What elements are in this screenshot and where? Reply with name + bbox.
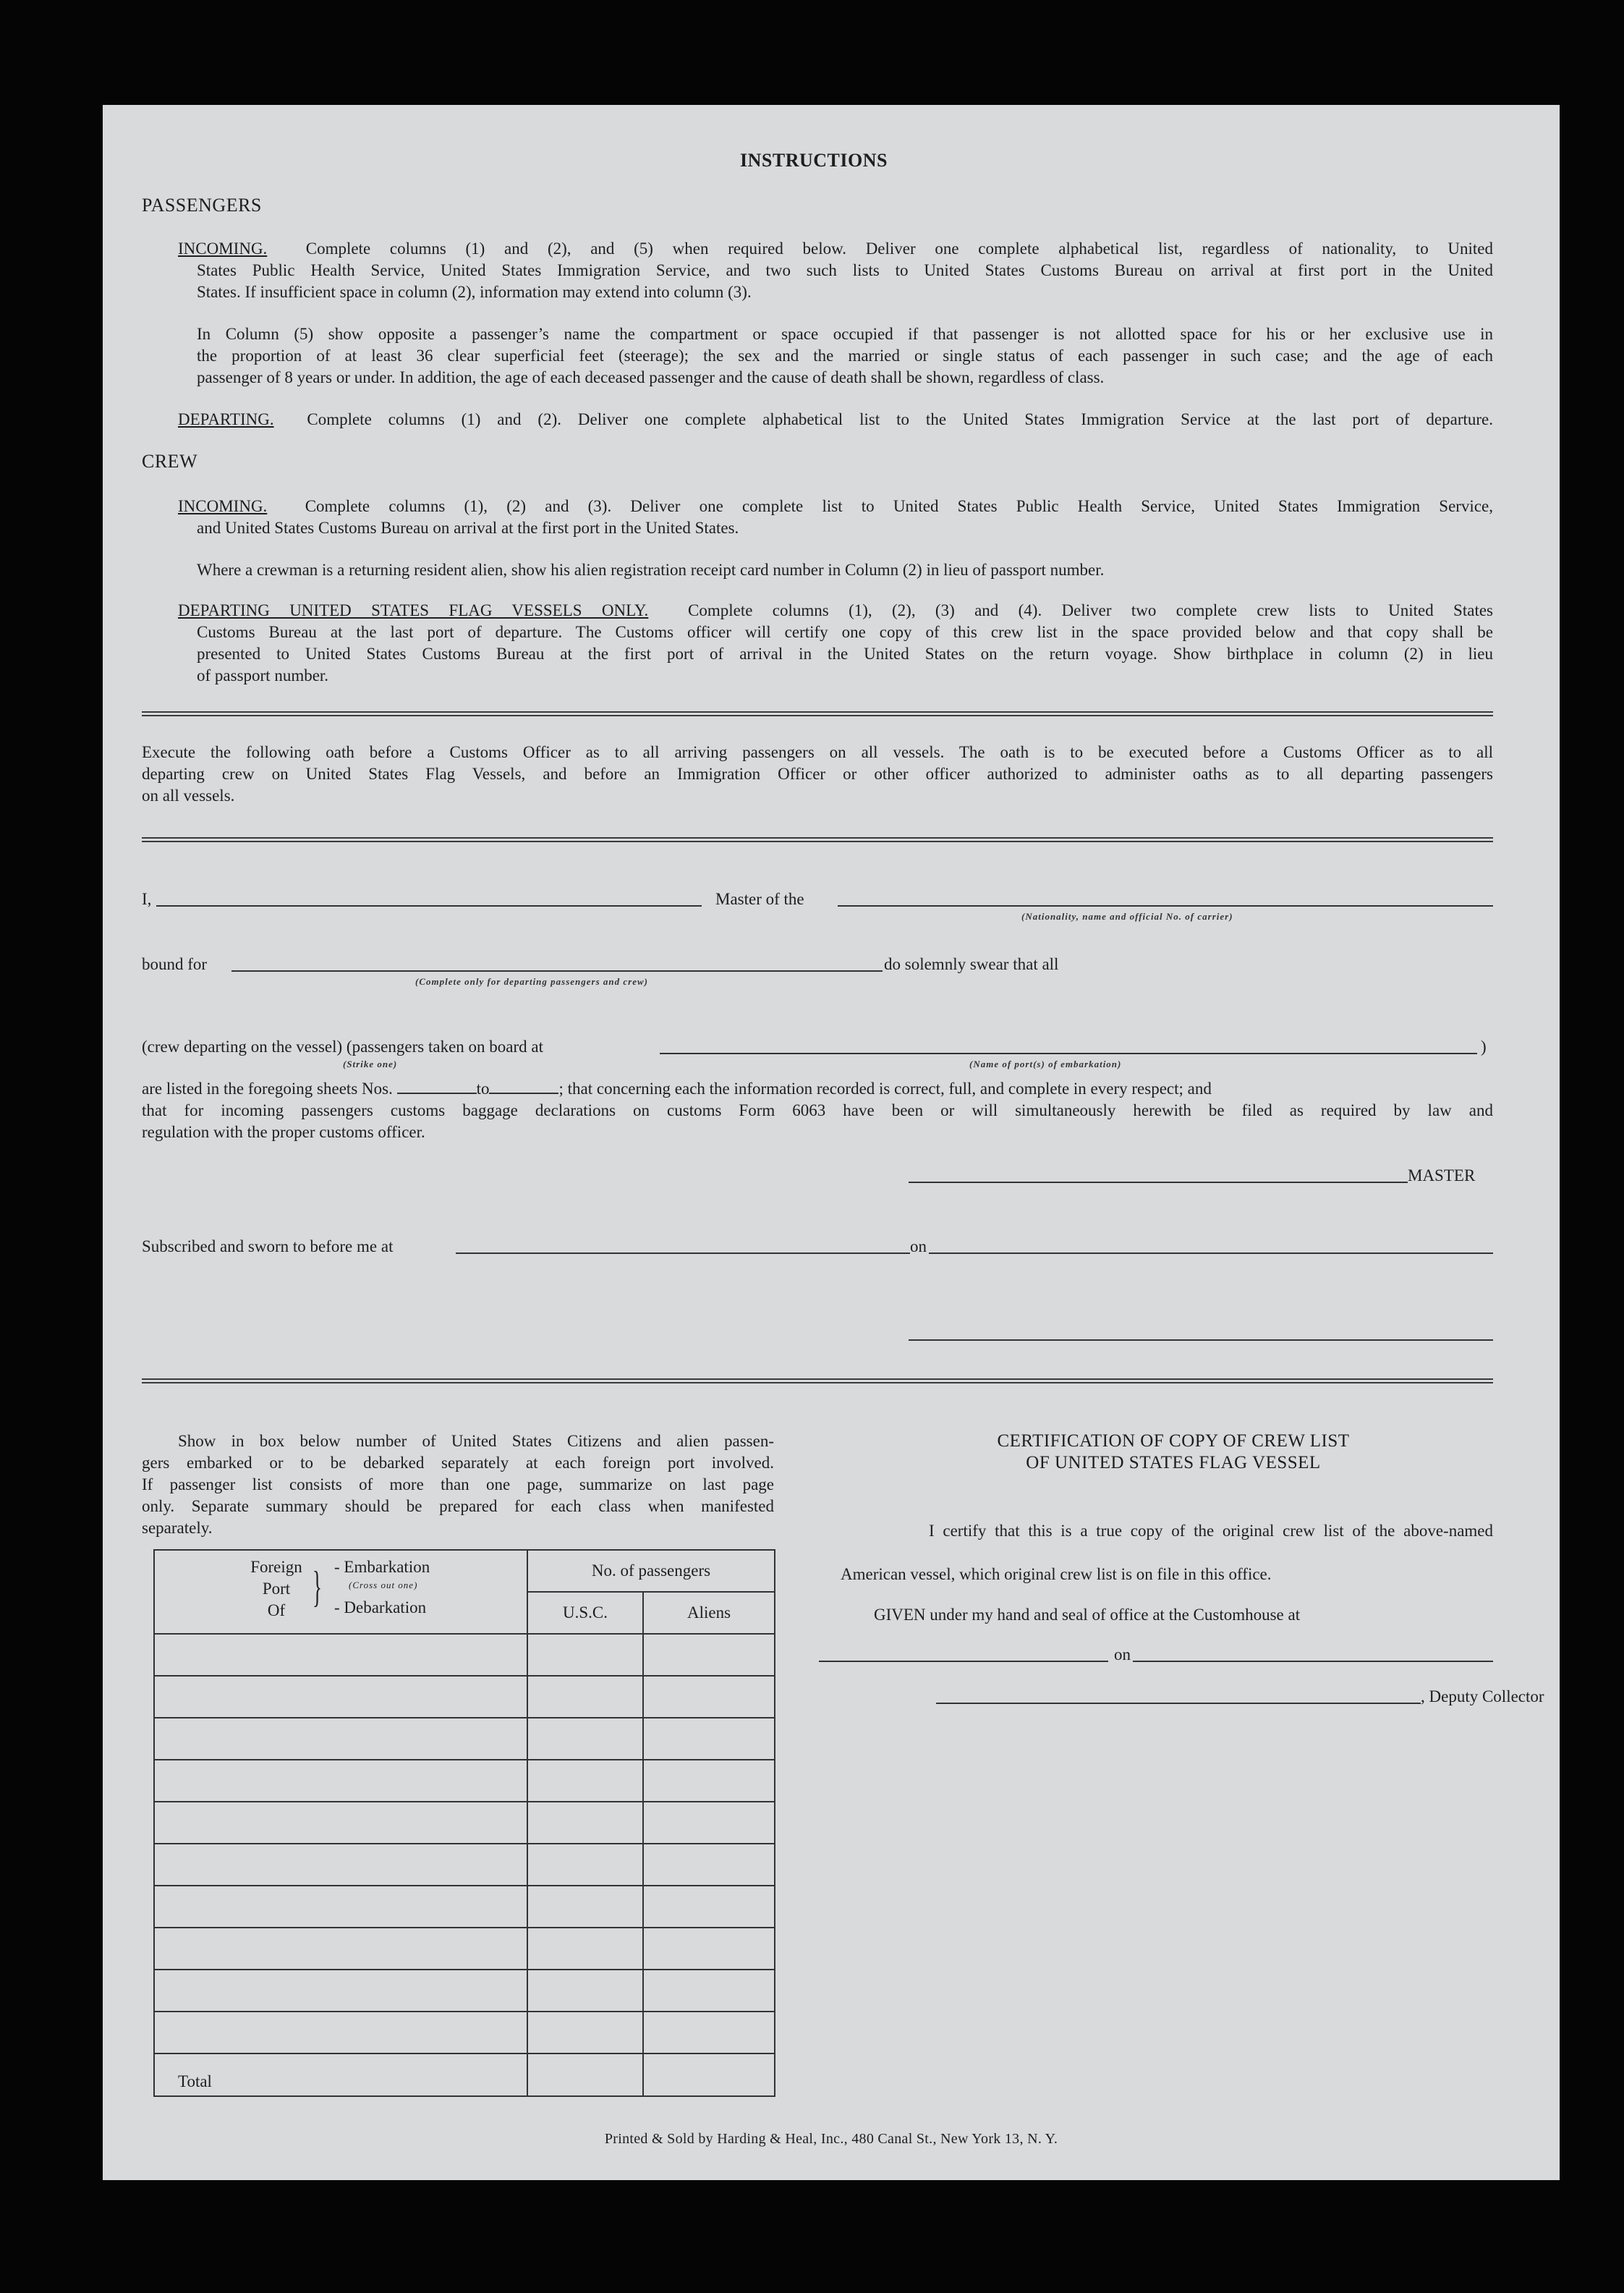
total-aliens-cell[interactable] — [643, 2053, 775, 2096]
crew-resident-text: Where a crewman is a returning resident alien, show his alien registration receipt card number in Column (2) in lieu of passport number. — [197, 561, 1105, 579]
summary-row — [154, 1760, 775, 1802]
listed-line: regulation with the proper customs officer. — [142, 1123, 425, 1141]
usc-cell[interactable] — [527, 1970, 643, 2012]
master-name-field[interactable] — [156, 905, 702, 907]
summary-line: Show in box below number of United States Citizens and alien passen- — [178, 1432, 774, 1450]
usc-cell[interactable] — [527, 1718, 643, 1760]
summary-line: separately. — [142, 1519, 213, 1537]
sworn-place-field[interactable] — [456, 1253, 910, 1254]
crew-incoming-line: Complete columns (1), (2) and (3). Deliver one complete list to United States Public Health Service, United States Immigration Service, — [305, 497, 1493, 515]
summary-text — [142, 1431, 774, 1539]
aliens-cell[interactable] — [643, 1802, 775, 1844]
summary-row — [154, 1844, 775, 1886]
aliens-cell[interactable] — [643, 1928, 775, 1970]
solemnly-swear-label: do solemnly swear that all — [884, 955, 1059, 973]
strike-one-caption: (Strike one) — [343, 1059, 398, 1069]
total-label: Total — [154, 2053, 527, 2096]
summary-row — [154, 1886, 775, 1928]
oath-i-label: I, — [142, 890, 152, 908]
port-cell[interactable] — [154, 1928, 527, 1970]
passenger-summary-table — [153, 1549, 775, 2097]
total-usc-cell[interactable] — [527, 2053, 643, 2096]
listed-paragraph — [142, 1078, 1493, 1143]
port-cell[interactable] — [154, 1970, 527, 2012]
column5-line: the proportion of at least 36 clear superficial feet (steerage); the sex and the married or single status of each passenger in such case; and the age of each — [197, 347, 1493, 365]
certify-line-2: American vessel, which original crew list is on file in this office. — [841, 1565, 1272, 1583]
header-port: Port — [262, 1580, 291, 1598]
passengers-departing-paragraph — [178, 409, 1493, 431]
certify-line — [878, 1520, 1493, 1542]
master-label: MASTER — [1408, 1166, 1476, 1184]
aliens-cell[interactable] — [643, 1676, 775, 1718]
oath-instructions-line: Execute the following oath before a Customs Officer as to all arriving passengers on all vessels. The oath is to be executed before a Customs Officer as to all — [142, 743, 1493, 761]
usc-cell[interactable] — [527, 1760, 643, 1802]
listed-to: to — [476, 1080, 490, 1098]
printer-footer: Printed & Sold by Harding & Heal, Inc., 480 Canal St., New York 13, N. Y. — [604, 2131, 1058, 2147]
listed-suffix: ; that concerning each the information recorded is correct, full, and complete in every respect; and — [558, 1080, 1212, 1098]
summary-row — [154, 1676, 775, 1718]
aliens-cell[interactable] — [643, 1844, 775, 1886]
aliens-cell[interactable] — [643, 1718, 775, 1760]
column5-line: passenger of 8 years or under. In addition, the age of each deceased passenger and the cause of death shall be shown, regardless of class. — [197, 368, 1105, 386]
usc-cell[interactable] — [527, 1886, 643, 1928]
certification-title-line: CERTIFICATION OF COPY OF CREW LIST — [997, 1431, 1350, 1451]
certification-on-label: on — [1114, 1645, 1131, 1663]
usc-cell[interactable] — [527, 1928, 643, 1970]
crew-incoming-paragraph — [178, 496, 1493, 539]
sheet-to-field[interactable] — [489, 1080, 558, 1094]
header-cross-out: (Cross out one) — [349, 1580, 418, 1590]
instructions-heading: INSTRUCTIONS — [740, 150, 888, 171]
crew-incoming-line: and United States Customs Bureau on arrival at the first port in the United States. — [197, 519, 739, 537]
port-cell[interactable] — [154, 2012, 527, 2053]
deputy-signature-field[interactable] — [936, 1703, 1421, 1704]
summary-line: only. Separate summary should be prepared for each class when manifested — [142, 1497, 774, 1515]
crew-title: CREW — [142, 451, 198, 472]
port-cell[interactable] — [154, 1844, 527, 1886]
master-of-the-label: Master of the — [715, 890, 804, 908]
usc-cell[interactable] — [527, 1676, 643, 1718]
port-cell[interactable] — [154, 1718, 527, 1760]
usc-cell[interactable] — [527, 2012, 643, 2053]
port-caption: (Name of port(s) of embarkation) — [969, 1059, 1122, 1069]
officer-signature-field[interactable] — [909, 1339, 1493, 1341]
brace-icon: } — [313, 1563, 322, 1611]
subscribed-label: Subscribed and sworn to before me at — [142, 1237, 394, 1255]
crew-departing-paragraph — [178, 600, 1493, 687]
summary-line: gers embarked or to be debarked separately at each foreign port involved. — [142, 1454, 774, 1472]
section-divider — [142, 837, 1493, 842]
aliens-cell[interactable] — [643, 1970, 775, 2012]
summary-body — [154, 1634, 775, 2053]
certification-title-line: OF UNITED STATES FLAG VESSEL — [1026, 1453, 1321, 1472]
passengers-incoming-line: States. If insufficient space in column (2), information may extend into column (3). — [197, 283, 752, 301]
summary-row — [154, 1802, 775, 1844]
summary-line: If passenger list consists of more than one page, summarize on last page — [142, 1475, 774, 1493]
complete-only-caption: (Complete only for departing passengers and crew) — [415, 976, 648, 987]
vessel-field[interactable] — [838, 905, 1493, 907]
aliens-header: Aliens — [643, 1592, 775, 1634]
nationality-caption: (Nationality, name and official No. of carrier) — [1021, 911, 1233, 922]
usc-cell[interactable] — [527, 1802, 643, 1844]
sheet-from-field[interactable] — [397, 1080, 477, 1094]
close-paren: ) — [1481, 1038, 1487, 1056]
crew-departing-label: DEPARTING UNITED STATES FLAG VESSELS ONLY. — [178, 601, 649, 619]
passengers-incoming-paragraph — [178, 238, 1493, 303]
crew-departing-line: presented to United States Customs Bureau at the first port of arrival in the United States on the return voyage. Show birthplace in column (2) in lieu — [197, 645, 1493, 663]
deputy-collector-label: , Deputy Collector — [1421, 1687, 1544, 1705]
form-page — [103, 105, 1560, 2180]
usc-header: U.S.C. — [527, 1592, 643, 1634]
passengers-incoming-label: INCOMING. — [178, 240, 268, 258]
aliens-cell[interactable] — [643, 1634, 775, 1676]
aliens-cell[interactable] — [643, 1886, 775, 1928]
certification-title — [870, 1431, 1477, 1474]
no-passengers-header: No. of passengers — [527, 1550, 775, 1592]
passengers-incoming-line: States Public Health Service, United States Immigration Service, and two such lists to United States Customs Bureau on arrival at first port in the United — [197, 261, 1493, 279]
summary-row — [154, 1634, 775, 1676]
port-cell[interactable] — [154, 1886, 527, 1928]
port-header-cell — [154, 1550, 527, 1634]
crew-departing-line: Complete columns (1), (2), (3) and (4). Deliver two complete crew lists to United States — [688, 601, 1493, 619]
header-foreign: Foreign — [250, 1558, 302, 1576]
crew-departing-line: of passport number. — [197, 666, 329, 684]
passengers-departing-text: Complete columns (1) and (2). Deliver one complete alphabetical list to the United States Immigration Service at the last port of departure. — [307, 410, 1493, 428]
bound-for-label: bound for — [142, 955, 208, 973]
crew-incoming-label: INCOMING. — [178, 497, 268, 515]
column5-paragraph — [197, 323, 1493, 389]
port-cell[interactable] — [154, 1676, 527, 1718]
usc-cell[interactable] — [527, 1634, 643, 1676]
oath-instructions-line: on all vessels. — [142, 787, 235, 805]
section-divider — [142, 711, 1493, 716]
column5-line: In Column (5) show opposite a passenger’s name the compartment or space occupied if that passenger is not allotted space for his or her exclusive use in — [197, 325, 1493, 343]
summary-row — [154, 2012, 775, 2053]
sworn-date-field[interactable] — [929, 1253, 1493, 1254]
sworn-on-label: on — [910, 1237, 927, 1255]
bound-for-field[interactable] — [231, 970, 883, 972]
passengers-departing-label: DEPARTING. — [178, 410, 274, 428]
passengers-title: PASSENGERS — [142, 195, 262, 216]
oath-instructions — [142, 742, 1493, 807]
crew-departing-label: (crew departing on the vessel) (passengers taken on board at — [142, 1038, 543, 1056]
aliens-cell[interactable] — [643, 1760, 775, 1802]
listed-prefix: are listed in the foregoing sheets Nos. — [142, 1080, 393, 1098]
port-cell[interactable] — [154, 1634, 527, 1676]
header-of: Of — [267, 1601, 286, 1619]
certification-date-field[interactable] — [1133, 1661, 1493, 1662]
port-cell[interactable] — [154, 1760, 527, 1802]
aliens-cell[interactable] — [643, 2012, 775, 2053]
port-cell[interactable] — [154, 1802, 527, 1844]
summary-row — [154, 1718, 775, 1760]
oath-instructions-line: departing crew on United States Flag Vessels, and before an Immigration Officer or other officer authorized to administer oaths as to all departing passengers — [142, 765, 1493, 783]
section-divider — [142, 1378, 1493, 1383]
summary-row — [154, 1970, 775, 2012]
header-debarkation: - Debarkation — [334, 1598, 427, 1616]
listed-line: that for incoming passengers customs baggage declarations on customs Form 6063 have been or will simultaneously herewith be filed as required by law and — [142, 1101, 1493, 1119]
passengers-incoming-line: Complete columns (1) and (2), and (5) when required below. Deliver one complete alphabetical list, regardless of nationality, to United — [305, 240, 1494, 258]
certify-line-1: I certify that this is a true copy of the original crew list of the above-named — [929, 1522, 1493, 1540]
summary-row — [154, 1928, 775, 1970]
header-embarkation: - Embarkation — [334, 1558, 430, 1576]
customhouse-field[interactable] — [819, 1661, 1108, 1662]
usc-cell[interactable] — [527, 1844, 643, 1886]
given-line: GIVEN under my hand and seal of office at the Customhouse at — [874, 1606, 1301, 1624]
crew-departing-line: Customs Bureau at the last port of departure. The Customs officer will certify one copy of this crew list in the space provided below and that copy shall be — [197, 623, 1493, 641]
embarkation-port-field[interactable] — [660, 1053, 1477, 1054]
master-signature-field[interactable] — [909, 1182, 1408, 1183]
